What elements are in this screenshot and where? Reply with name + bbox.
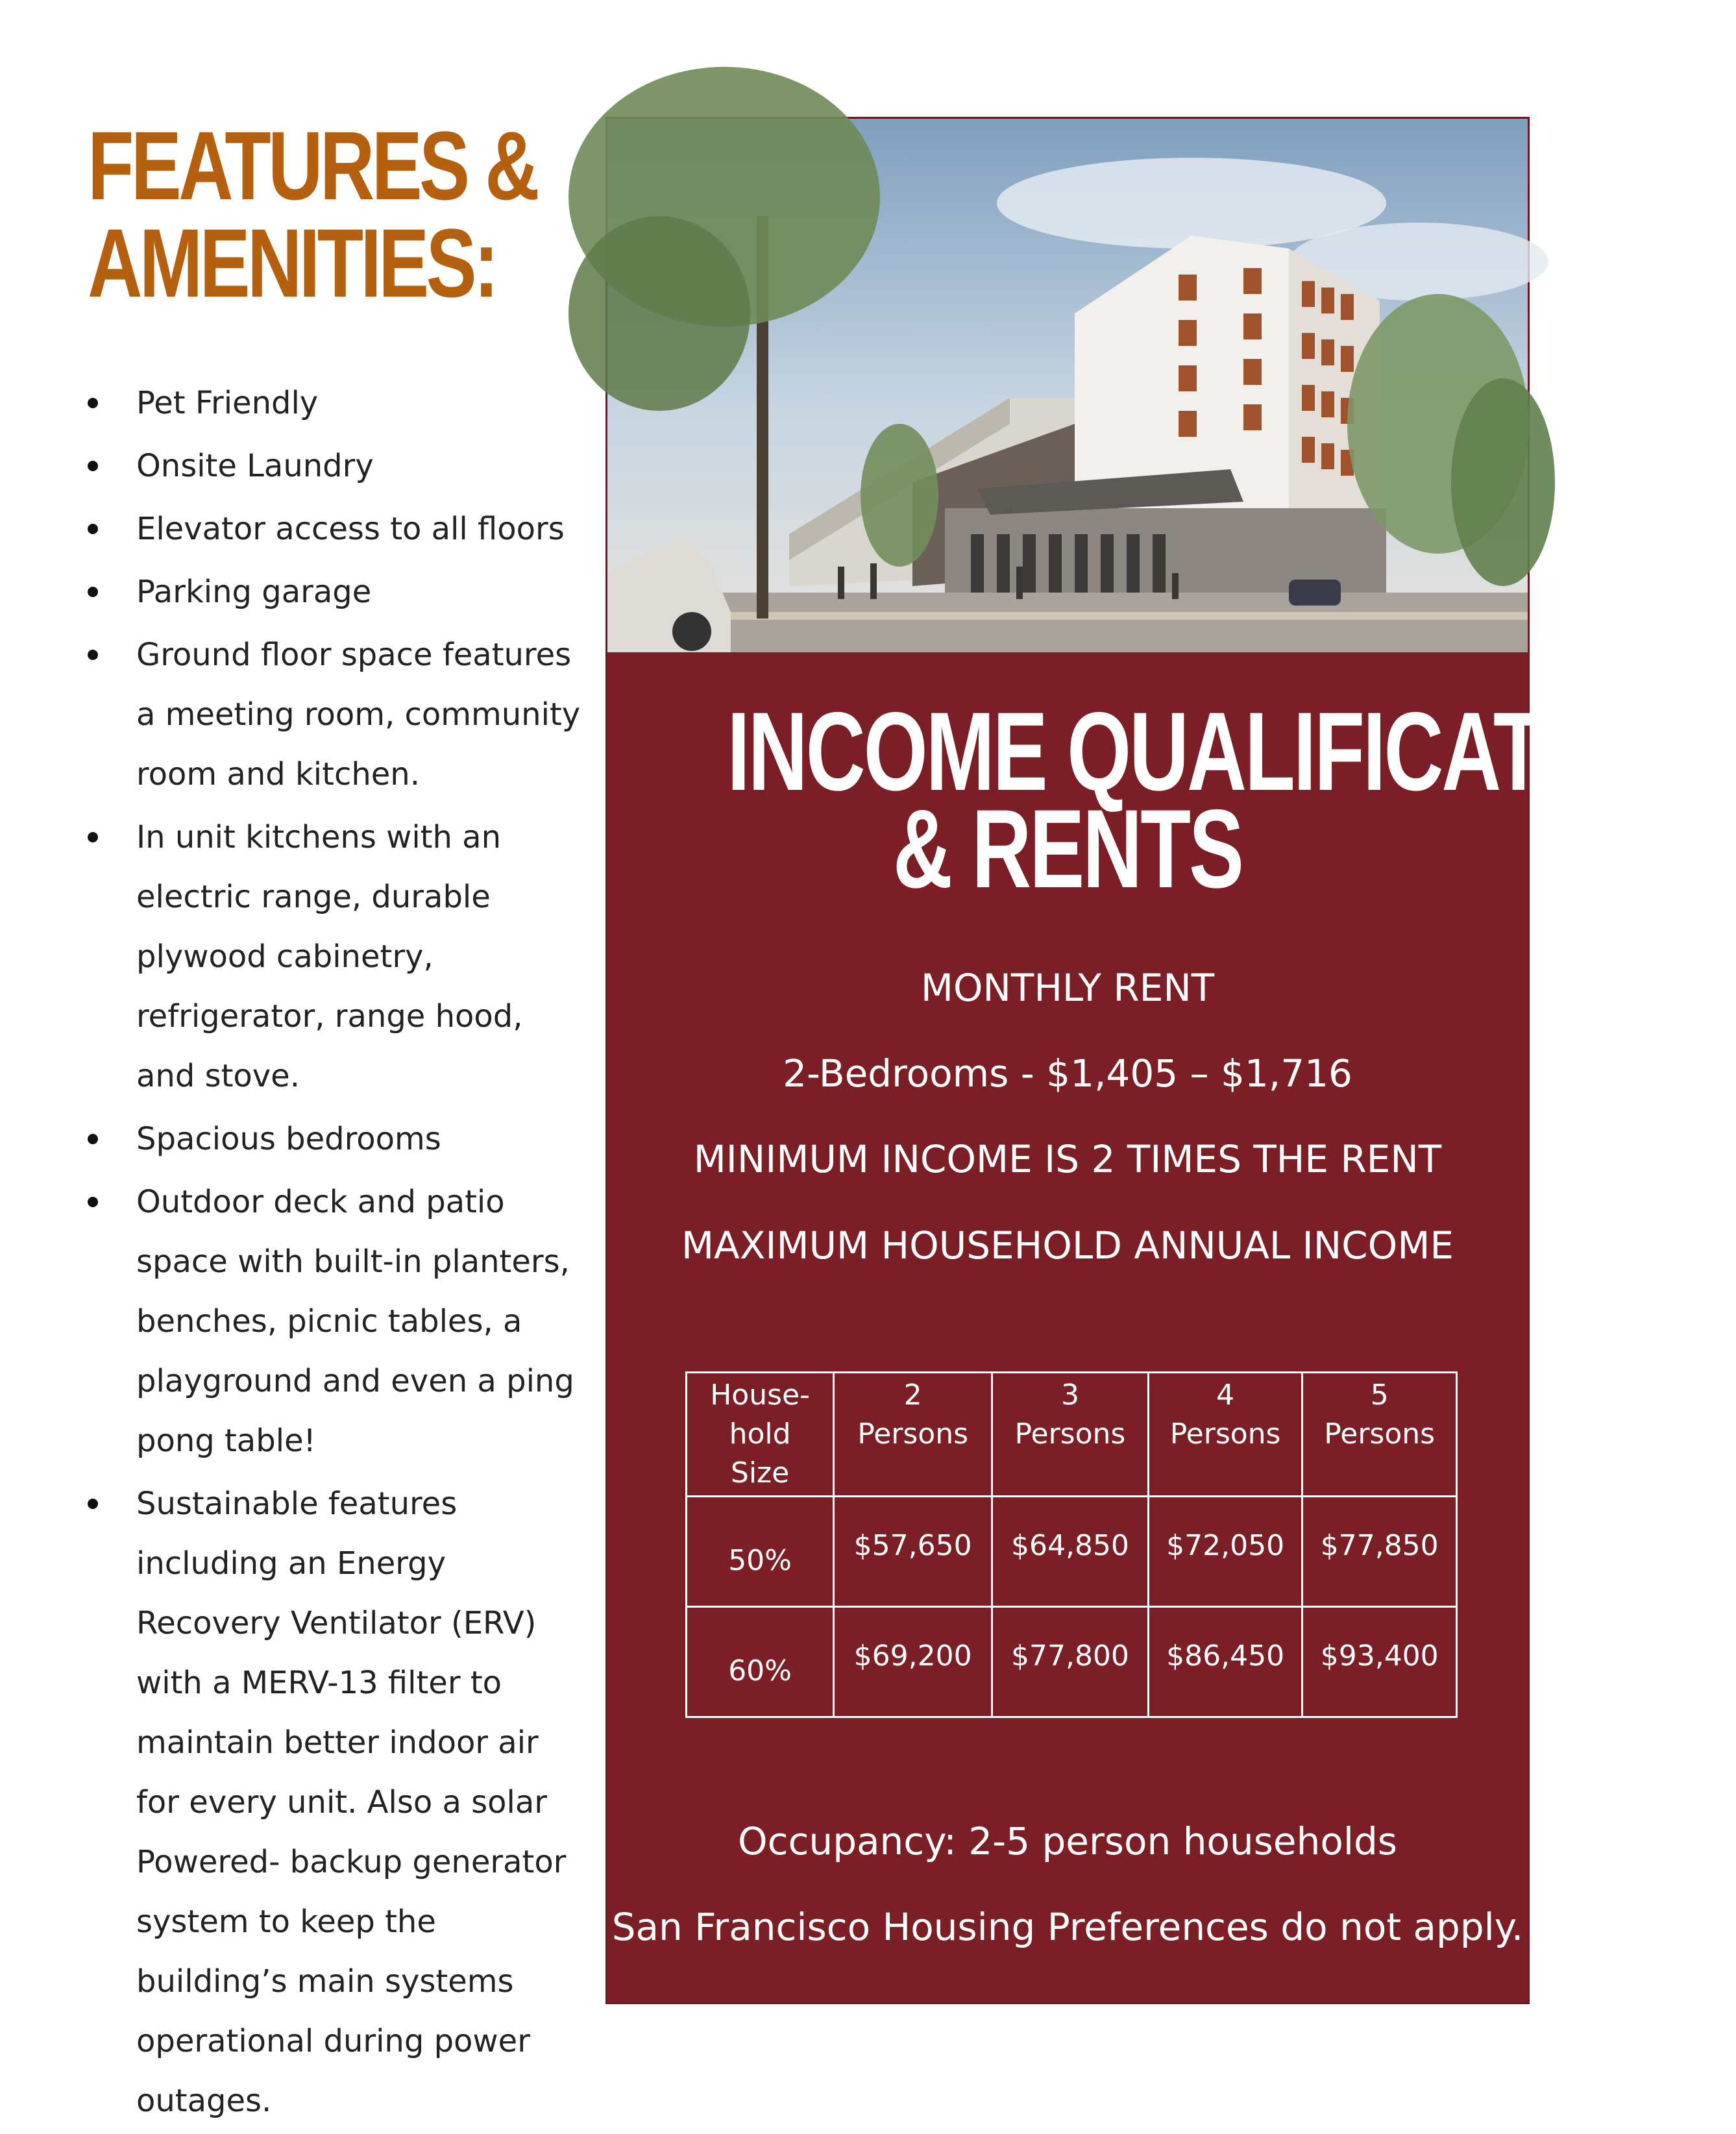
feature-text: In unit kitchens with an electric range, durable plywood cabinetry, refrigerator, range hood, and stove.: [136, 819, 523, 1094]
feature-text: Sustainable features including an Energy Recovery Ventilator (ERV) with a MERV-13 filter to maintain better indoor air for every unit. Also a solar Powered- backup generator system to keep the building’s main systems operational during power outages.: [136, 1486, 567, 2119]
list-item: [88, 562, 581, 622]
list-item: [88, 373, 581, 433]
list-item: [88, 1172, 581, 1471]
income-value: $64,850: [992, 1497, 1149, 1607]
bullet-icon: [88, 398, 98, 408]
feature-text: Onsite Laundry: [136, 448, 374, 484]
features-heading-line2: AMENITIES:: [88, 208, 496, 317]
column-header: 3 Persons: [992, 1373, 1149, 1497]
building-photo: [607, 119, 1528, 652]
income-title: [727, 689, 1736, 911]
bullet-icon: [88, 587, 98, 597]
income-panel: [605, 117, 1736, 2004]
bullet-icon: [88, 461, 98, 471]
bullet-icon: [88, 1134, 98, 1144]
feature-text: Outdoor deck and patio space with built-in planters, benches, picnic tables, a playground and even a ping pong table!: [136, 1184, 574, 1459]
table-header-row: [687, 1373, 1457, 1497]
monthly-rent-label: MONTHLY RENT: [920, 966, 1215, 1010]
income-value: $77,850: [1302, 1497, 1457, 1607]
maximum-income-label: MAXIMUM HOUSEHOLD ANNUAL INCOME: [681, 1223, 1454, 1268]
occupancy: Occupancy: 2-5 person households: [738, 1819, 1397, 1863]
income-value: $77,800: [992, 1607, 1149, 1717]
income-value: $57,650: [834, 1497, 992, 1607]
bullet-icon: [88, 1499, 98, 1509]
list-item: [88, 1109, 581, 1169]
feature-text: Pet Friendly: [136, 385, 319, 421]
column-header: 2 Persons: [834, 1373, 992, 1497]
table-row: [687, 1497, 1457, 1607]
list-item: [88, 807, 581, 1106]
column-header: 4 Persons: [1148, 1373, 1302, 1497]
household-size-header: House-hold Size: [687, 1373, 834, 1497]
ami-percent: 50%: [687, 1497, 834, 1607]
list-item: [88, 436, 581, 496]
features-heading: [88, 111, 537, 317]
feature-text: Parking garage: [136, 574, 372, 610]
income-table: [685, 1371, 1458, 1718]
minimum-income: MINIMUM INCOME IS 2 TIMES THE RENT: [693, 1137, 1442, 1181]
feature-text: Spacious bedrooms: [136, 1121, 441, 1157]
rent-range: 2-Bedrooms - $1,405 – $1,716: [783, 1051, 1352, 1096]
bullet-icon: [88, 524, 98, 534]
feature-list: [88, 373, 581, 2134]
list-item: [88, 625, 581, 804]
income-value: $72,050: [1148, 1497, 1302, 1607]
feature-text: Elevator access to all floors: [136, 511, 565, 547]
bullet-icon: [88, 1197, 98, 1207]
income-value: $93,400: [1302, 1607, 1457, 1717]
income-title-line1: INCOME QUALIFICATIONS: [727, 689, 1736, 814]
table-row: [687, 1607, 1457, 1717]
column-header: 5 Persons: [1302, 1373, 1457, 1497]
income-title-line2: & RENTS: [893, 787, 1242, 911]
features-section: [88, 111, 581, 2119]
income-value: $69,200: [834, 1607, 992, 1717]
features-heading-line1: FEATURES &: [88, 111, 537, 220]
ami-percent: 60%: [687, 1607, 834, 1717]
list-item: [88, 1474, 581, 2131]
bullet-icon: [88, 650, 98, 660]
preferences-note: San Francisco Housing Preferences do not apply.: [611, 1905, 1524, 1949]
income-value: $86,450: [1148, 1607, 1302, 1717]
bullet-icon: [88, 832, 98, 842]
feature-text: Ground floor space features a meeting room, community room and kitchen.: [136, 637, 581, 792]
list-item: [88, 499, 581, 559]
